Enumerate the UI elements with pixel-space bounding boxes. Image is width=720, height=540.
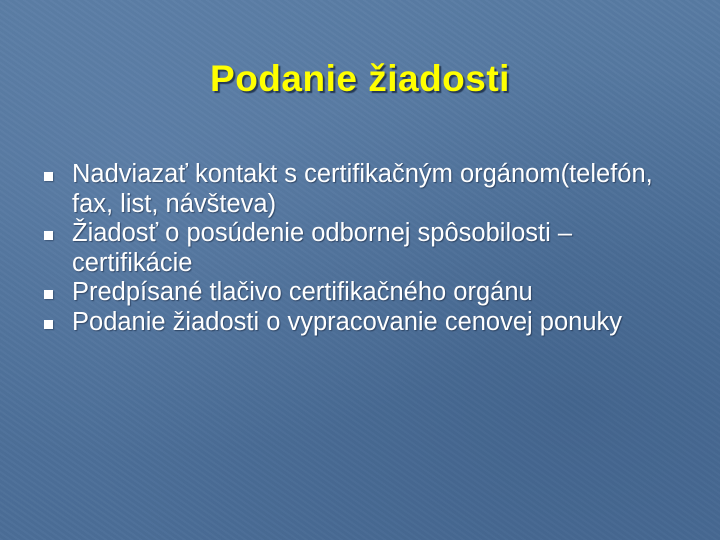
bullet-item [44, 160, 694, 219]
square-bullet-icon [44, 320, 53, 329]
bullet-text: Nadviazať kontakt s certifikačným orgánom(telefón, fax, list, návšteva) [72, 160, 653, 218]
bullet-list [44, 160, 694, 337]
square-bullet-icon [44, 172, 53, 181]
bullet-text: Podanie žiadosti o vypracovanie cenovej ponuky [72, 307, 623, 336]
bullet-item [44, 278, 694, 308]
bullet-item [44, 308, 694, 338]
slide-title: Podanie žiadosti [210, 58, 510, 99]
square-bullet-icon [44, 231, 53, 240]
bullet-text: Žiadosť o posúdenie odbornej spôsobilosti – certifikácie [72, 219, 573, 277]
square-bullet-icon [44, 290, 53, 299]
bullet-item [44, 219, 694, 278]
bullet-text: Predpísané tlačivo certifikačného orgánu [72, 278, 533, 306]
